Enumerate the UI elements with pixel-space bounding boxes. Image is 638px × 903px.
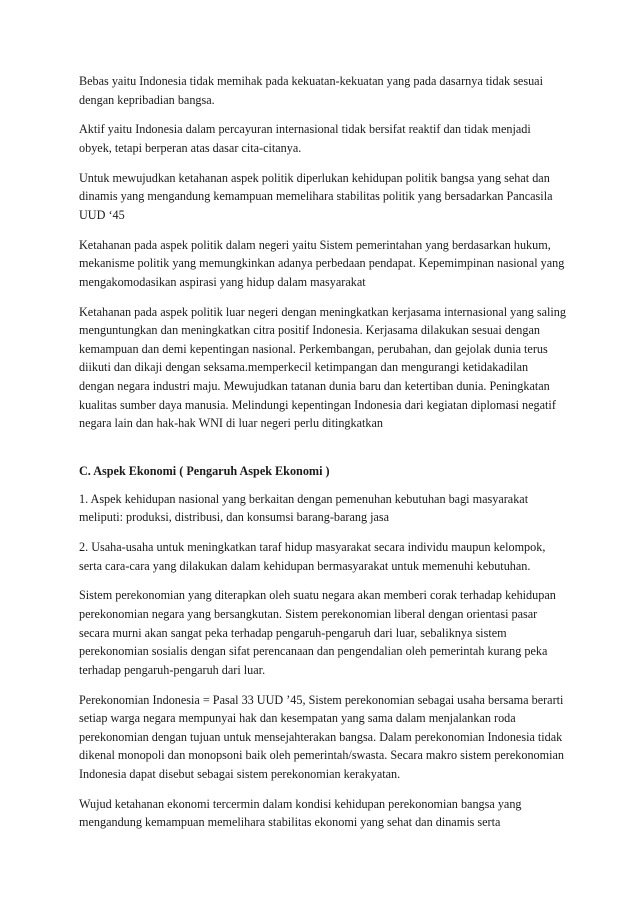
paragraph-ekonomi-1: 1. Aspek kehidupan nasional yang berkaitan dengan pemenuhan kebutuhan bagi masyarakat meliputi: produksi, distribusi, dan konsumsi barang-barang jasa (79, 491, 529, 525)
section-spacer (79, 444, 566, 462)
section-heading-ekonomi: C. Aspek Ekonomi ( Pengaruh Aspek Ekonomi ) (79, 464, 330, 479)
paragraph-politik-dalam-negeri: Ketahanan pada aspek politik dalam negeri yaitu Sistem pemerintahan yang berdasarkan hukum, mekanisme politik yang memungkinkan adanya perbedaan pendapat. Kepemimpinan nasional yang mengakomodasikan aspirasi yang hidup dalam masyarakat (79, 237, 565, 289)
paragraph-wujud-ketahanan: Wujud ketahanan ekonomi tercermin dalam kondisi kehidupan perekonomian bangsa yang mengandung kemampuan memelihara stabilitas ekonomi yang sehat dan dinamis serta (79, 796, 522, 830)
paragraph-perekonomian-indonesia: Perekonomian Indonesia = Pasal 33 UUD ’45, Sistem perekonomian sebagai usaha bersama berarti setiap warga negara mempunyai hak dan kesempatan yang sama dalam menjalankan roda perekonomian dengan tujuan untuk mensejahterakan bangsa. Dalam perekonomian Indonesia tidak dikenal monopoli dan monopsoni baik oleh pemerintah/swasta. Secara makro sistem perekonomian Indonesia dapat disebut sebagai sistem perekonomian kerakyatan. (79, 692, 565, 781)
paragraph-aktif: Aktif yaitu Indonesia dalam percayuran internasional tidak bersifat reaktif dan tidak menjadi obyek, tetapi berperan atas dasar cita-citanya. (79, 122, 531, 155)
paragraph-politik-sehat: Untuk mewujudkan ketahanan aspek politik diperlukan kehidupan politik bangsa yang sehat dan dinamis yang mengandung kemampuan memelihara stabilitas politik yang bersadarkan Pancasila UUD ‘45 (79, 170, 553, 222)
paragraph-sistem-perekonomian: Sistem perekonomian yang diterapkan oleh suatu negara akan memberi corak terhadap kehidupan perekonomian negara yang bersangkutan. Sistem perekonomian liberal dengan orientasi pasar secara murni akan sangat peka terhadap pengaruh-pengaruh dari luar, sebaliknya sistem perekonomian sosialis dengan sifat perencanaan dan pengendalian oleh pemerintah kurang peka terhadap pengaruh-pengaruh dari luar. (79, 588, 556, 677)
paragraph-politik-luar-negeri: Ketahanan pada aspek politik luar negeri dengan meningkatkan kerjasama internasional yang saling menguntungkan dan meningkatkan citra positif Indonesia. Kerjasama dilakukan sesuai dengan kemampuan dan demi kepentingan nasional. Perkembangan, perubahan, dan gejolak dunia terus diikuti dan dikaji dengan seksama.memperkecil ketimpangan dan mengurangi ketidakadilan dengan negara industri maju. Mewujudkan tatanan dunia baru dan ketertiban dunia. Peningkatan kualitas sumber daya manusia. Melindungi kepentingan Indonesia dari kegiatan diplomasi negatif negara lain dan hak-hak WNI di luar negeri perlu ditingkatkan (79, 304, 566, 431)
paragraph-ekonomi-2: 2. Usaha-usaha untuk meningkatkan taraf hidup masyarakat secara individu maupun kelompok, serta cara-cara yang dilakukan dalam kehidupan bermasyarakat untuk memenuhi kebutuhan. (79, 540, 546, 573)
document-page (79, 72, 566, 843)
paragraph-bebas: Bebas yaitu Indonesia tidak memihak pada kekuatan-kekuatan yang pada dasarnya tidak sesuai dengan kepribadian bangsa. (79, 74, 543, 107)
